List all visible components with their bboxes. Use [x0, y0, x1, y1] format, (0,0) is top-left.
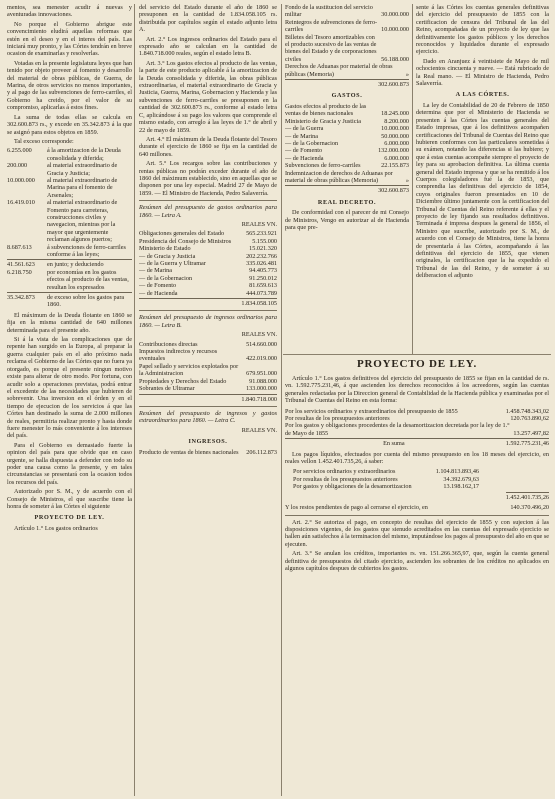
column-rule [412, 4, 413, 354]
paragraph: Si á la vista de las complicaciones que de repente han surgido en la Europa, al preparar la guerra cualquier país en el año próximo nada reclama el Gobierno de las Córtes que no fuera ya otorgado, es porque el presente ningun motivo existe para alterar de otro modo. Por fortuna, con acudir solo a operaciones previstas, podrá entrar el excedente de las necesidades que hubieren de sobrevenir. Una inversion en el órden y en el tiempo de ejecucion de los servicios á que las Córtes han destinado la suma de 2.000 millones de reales, permitiria realizar pronto y hasta donde fuere menester lo más conveniente á los intereses del país. [7, 336, 132, 440]
income-table-b [139, 341, 277, 403]
table-row: Y los restos pendientes de pago al cerrarse el ejercicio, en 140.370.496,20 [285, 504, 549, 512]
table-row: Por resultas de los presupuestos anteriores 34.392.679,63 [293, 475, 479, 483]
paragraph: del servicio del Estado durante el año de 1860 se presuponen en la cantidad de 1.834.058.105 rs. distribuida por capítulos según el estado adjunto letra A. [139, 4, 277, 34]
extra-expenses-table [285, 103, 409, 195]
table-total: En suma 1.592.775.231,46 [285, 438, 549, 447]
list-item: 6.218.750 por economías en los gastos efectos al producto de las ventas, resultan los expresados [7, 268, 129, 291]
paragraph: De conformidad con el parecer de mi Consejo de Ministros, Vengo en autorizar al de Hacienda para que pre- [285, 209, 409, 231]
table-row: — de Gracia y Justicia 202.232.766 [139, 252, 277, 260]
section-heading: A LAS CÓRTES. [455, 91, 510, 99]
table-row: Por servicios ordinarios y extraordinarios 1.104.813.893,46 [293, 468, 479, 476]
expenses-table-a [139, 230, 277, 307]
table-row: Propiedades y Derechos del Estado 91.088.000 [139, 377, 277, 385]
paragraph: Art. 2.° Se autoriza el pago, en concepto de resultas del ejercicio de 1855 y con sujecion á las disposiciones vigentes, de los gastos que sienudo acreditados en las cuentas del expresado ejercicio se hallen aún satisfechos á la terminacion del mismo, imputándose los pagos al presupuesto del año en que se ejecuten. [285, 518, 549, 548]
table-row: Obligaciones generales del Estado 565.233.921 [139, 230, 277, 238]
paragraph: Art. 2.° Los ingresos ordinarios del Estado para el expresado año se calculan en la cantidad de 1.840.718.000 reales, según el estado letra B. [139, 35, 277, 58]
table-row: Contribuciones directas 514.660.000 [139, 340, 277, 348]
section-heading: PROYECTO DE LEY. [356, 358, 478, 370]
list-item: 6.255.000 á la amortizacion de la Deuda consolidada y diferida; [7, 147, 121, 162]
table-total: 1.840.718.000 [139, 394, 277, 403]
paragraph: Tal exceso corresponde: [14, 137, 74, 145]
list-item: 16.419.010 al material extraordinario de Fomento para carreteras, construcciones civiles y navegacion, mientras por la mayor que urgentemente reclaman algunos puertos; [7, 199, 118, 244]
paragraph: El máximum de la Deuda flotante en 1860 se fija en la misma cantidad de 640 millones determinada para el presente año. [7, 311, 132, 334]
table-row: Sobrantes de Ultramar 133.000.000 [139, 385, 277, 393]
table-row: Impuestos indirectos y recursos eventuales 422.019.000 [139, 348, 277, 363]
table-row: — de la Guerra y Ultramar 335.026.481 [139, 260, 277, 267]
table-row: Indemnizacion de derechos de Aduanas por material de obras públicas (Memoria) » [285, 169, 409, 184]
table-row: Por los servicios ordinarios y extraordinarios del presupuesto de 1855 1.458.748.343,02 [285, 407, 549, 415]
paragraph: Artículo 1.° Los gastos ordinarios [14, 524, 98, 532]
list-item: 200.000 al material extraordinario de Gracia y Justicia; [7, 162, 118, 177]
payments-breakdown [285, 468, 549, 501]
table-row: Ministerio de Gracia y Justicia 8.200.000 [285, 117, 409, 125]
section-heading: PROYECTO DE LEY. [34, 514, 105, 522]
table-row: Papel sellado y servicios explotados por la Administracion 679.951.000 [139, 362, 277, 378]
divider [139, 406, 277, 407]
table-caption: Resúmen del presupuesto de ingresos y gastos extraordinarios para 1860. — Letra C. [139, 409, 277, 425]
paragraph: Los pagos líquidos, efectuados por cuenta del mismo presupuesto en los 18 meses del ejercicio, en reales vellon 1.452.401.735,26, á saber: [285, 450, 549, 466]
paragraph: Autorizado por S. M., y de acuerdo con el Consejo de Ministros, el que suscribe tiene la honra de someter á las Córtes el siguiente [7, 488, 132, 510]
section-heading: INGRESOS. [188, 438, 228, 446]
table-row: Por gastos y obligaciones de la desamortizacion 13.198.162,17 [293, 483, 479, 491]
table-row: Reintegros de subvenciones de ferro-carriles 10.000.000 [285, 18, 409, 34]
unit-label: REALES VN. [241, 426, 277, 434]
excess-list [7, 147, 132, 309]
table-row: — de la Gobernacion 91.250.012 [139, 274, 277, 282]
table-row: — de Fomento 132.000.000 [285, 147, 409, 155]
paragraph: mentos, sea menester acudir á nuevas y aventuradas innovaciones. [7, 4, 132, 19]
paragraph: sente á las Córtes los cuentas generales definitivas del ejercicio del presupuesto de 1855 con la certificacion de censura del Tribunal de las del Reino, acompañadas de un proyecto de ley que las definitivamente los gastos públicos y los derechos reconocidos y liquidados durante el expresado ejercicio. [416, 4, 549, 56]
column-1 [7, 4, 132, 794]
list-item: 41.561.623 en junto; y deduciendo [7, 259, 132, 268]
table-row: Derechos de Aduanas por material de obras públicas (Memoria) » [285, 63, 409, 78]
table-row: Ministerio de Estado 15.021.320 [139, 245, 277, 253]
divider [139, 200, 277, 201]
list-item: 35.342.873 de exceso sobre los gastos para 1860. [7, 292, 132, 309]
column-rule [281, 4, 282, 796]
list-item: 10.000.000 al material extraordinario de Marina para el fomento de Arsenales; [7, 176, 118, 199]
paragraph: La ley de Contabilidad de 20 de Febrero de 1850 determina que por el Ministerio de Hacienda se presenten á las Córtes las cuentas generales del Estado impresas, que á los definitivos acompañen certificaciones del Tribunal de Cuentas del Reino que hubieren conformes con las particulares sometidas á su exámen, notando las diferencias si las hubiere; y que á estas cuentas acompañe siempre el proyecto de ley para su aprobacion definitiva. La última cuenta general del Estado impresa y que se ha remitido á los Cuerpos colegisladores fué la de 1853, que comprendia las definitivas del ejercicio de 1854, cuyos originales fueron presentados en 10 de Diciembre último juntamente con la certificacion del Tribunal de Cuentas del Reino referente á ellas y el proyecto de ley fijando sus resultados definitivos. Terminada é impresa despues la general de 1856, el Ministro que suscribe, autorizado por S. M., de acuerdo con el Consejo de Ministros, tiene la honra de presentarla á las Córtes, acompañando á las definitivas del ejercicio de 1855, que vienen originales, la certificacion que la ha expedido el Tribunal de las del Reino, y de someter á su deliberacion el adjunto [416, 101, 549, 280]
table-row: Gastos efectos al producto de las ventas de bienes nacionales 18.245.000 [285, 102, 409, 118]
divider [139, 310, 277, 311]
table-row: — de Hacienda 444.073.789 [139, 289, 277, 297]
table-row: Por los gastos y obligaciones procedentes de la desamortizacion decretada por la ley de 1.° de Mayo de 1855 13.257.497,82 [285, 422, 549, 437]
expenses-breakdown [285, 408, 549, 448]
table-row: — de Marina 50.000.000 [285, 132, 409, 140]
table-row: Presidencia del Consejo de Ministros 5.155.000 [139, 237, 277, 245]
column-3 [285, 4, 409, 356]
paragraph: Para el Gobierno es demasiado fuerte la opinion del país para que olvide que en caso urgente, se halla dispuesta a defender con todo su poder una causa como la presente, y en tales circunstancias se presentará con la ocasion todos los recursos del país. [7, 441, 132, 486]
table-caption: Resúmen del presupuesto de gastos ordinarios para 1860. — Letra A. [139, 204, 277, 219]
paragraph: Art. 5.° Los recargos sobre las contribuciones y rentas públicas no podrán exceder durante el año de 1860 del máximum establecido, sino en aquellas que se disponen por una ley especial. Madrid 27 de Mayo de 1859. — El Ministro de Hacienda, Pedro Salaverría. [139, 160, 277, 197]
column-2 [139, 4, 277, 794]
paragraph: Art. 3.° Los gastos efectos al producto de las ventas, la parte de este producto aplicable á la amortizacion de la Deuda consolidada y diferida, las obras públicas extraordinarias, el material extraordinario de Gracia y Justicia, Guerra, Marina, Gobernacion y Hacienda y las subvenciones de ferro-carriles se presuponen en la cantidad de 302.600.873 rs., conforme al estado letra C, aplicándose á su pago los valores que comprende el mismo estado, con arreglo á las leyes de 1.° de abril y 22 de mayo de 1859. [139, 59, 277, 134]
divider [285, 515, 549, 516]
table-total: 1.834.058.105 [139, 298, 277, 307]
table-row: Billetes del Tesoro amortizables con el producto sucesivo de las ventas de bienes del Estado y de corporaciones civiles 56.188.000 [285, 33, 409, 63]
table-total: 302.600.873 [285, 79, 409, 88]
table-row: — de la Gobernacion 6.000.000 [285, 139, 409, 147]
paragraph: Art. 3.° Se anulan los créditos, importantes rs. vn. 151.266.365,97, que, según la cuenta general definitiva de presupuestos del citado ejercicio, ascienden los sobrantes de los créditos no aplicados en algunos capítulos despues de cubiertos los gastos. [285, 550, 549, 572]
unit-label: REALES VN. [241, 220, 277, 228]
column-4 [416, 4, 549, 356]
paragraph: Artículo 1.° Los gastos definitivos del ejercicio del presupuesto de 1855 se fijan en la cantidad de rs. vn. 1.592.775.231,46, á que ascienden los derechos reconocidos á los acreedores, según las cuentas generales redactadas por la Direccion general de Contabilidad de la Hacienda pública y examinadas por el Tribunal de Cuentas del Reino en esta forma: [285, 375, 549, 405]
section-heading: REAL DECRETO. [317, 198, 377, 206]
table-row: Producto de ventas de bienes nacionales 206.112.873 [139, 448, 277, 456]
table-row: Fondo de la sustitucion del servicio militar 30.000.000 [285, 4, 409, 19]
table-row: — de Fomento 81.659.613 [139, 282, 277, 290]
paragraph: Art. 4.° El máximum de la Deuda flotante del Tesoro durante el ejercicio de 1860 se fija en la cantidad de 640 millones. [139, 135, 277, 158]
paragraph: Votadas en la presente legislatura leyes que han tenido por objeto proveer al fomento y desarrollo del material de obras públicas, de Guerra, de Marina, de otros servicios no menos importantes, y al pago de las subvenciones de ferro-carriles, el Gobierno ha creido, por el valor de su compromiso, aplicarlas á estos fines. [7, 59, 132, 112]
paragraph: Dado en Aranjuez á veintisiete de Mayo de mil ochocientos cincuenta y nueve. — Está rubricado de la Real mano. — El Ministro de Hacienda, Pedro Salaverría. [416, 57, 549, 88]
paragraph: No porque el Gobierno abrigue este convencimiento eludirá aquellas reformas que estén en el deseo y en el interes del país. Las iniciará muy pronto, y las Córtes tendrán en breve ocasion de examinarlas y resolverlas. [7, 20, 132, 58]
table-total: 1.452.401.735,26 [505, 493, 549, 501]
unit-label: REALES VN. [241, 331, 277, 339]
section-heading: GASTOS. [331, 92, 363, 100]
table-caption: Resúmen del presupuesto de ingresos ordinarios para 1860. — Letra B. [139, 314, 277, 329]
table-row: — de Hacienda 6.000.000 [285, 154, 409, 162]
paragraph: La suma de todas ellas se calcula en 302.600.873 rs., y excede en 35.342.873 á la que se asignó para estos objetos en 1859. [7, 113, 132, 136]
list-item: 8.687.613 á subvenciones de ferro-carriles conforme á las leyes; [7, 243, 126, 258]
table-row: Por resultas de los presupuestos anteriores 120.763.890,62 [285, 415, 549, 423]
table-row: Subvenciones de ferro-carriles 22.155.873 [285, 162, 409, 170]
table-row: — de Marina 94.405.773 [139, 267, 277, 275]
bill-section [285, 356, 549, 796]
column-rule [134, 4, 135, 796]
table-row: — de la Guerra 10.000.000 [285, 125, 409, 133]
table-total: 302.600.873 [285, 185, 409, 194]
